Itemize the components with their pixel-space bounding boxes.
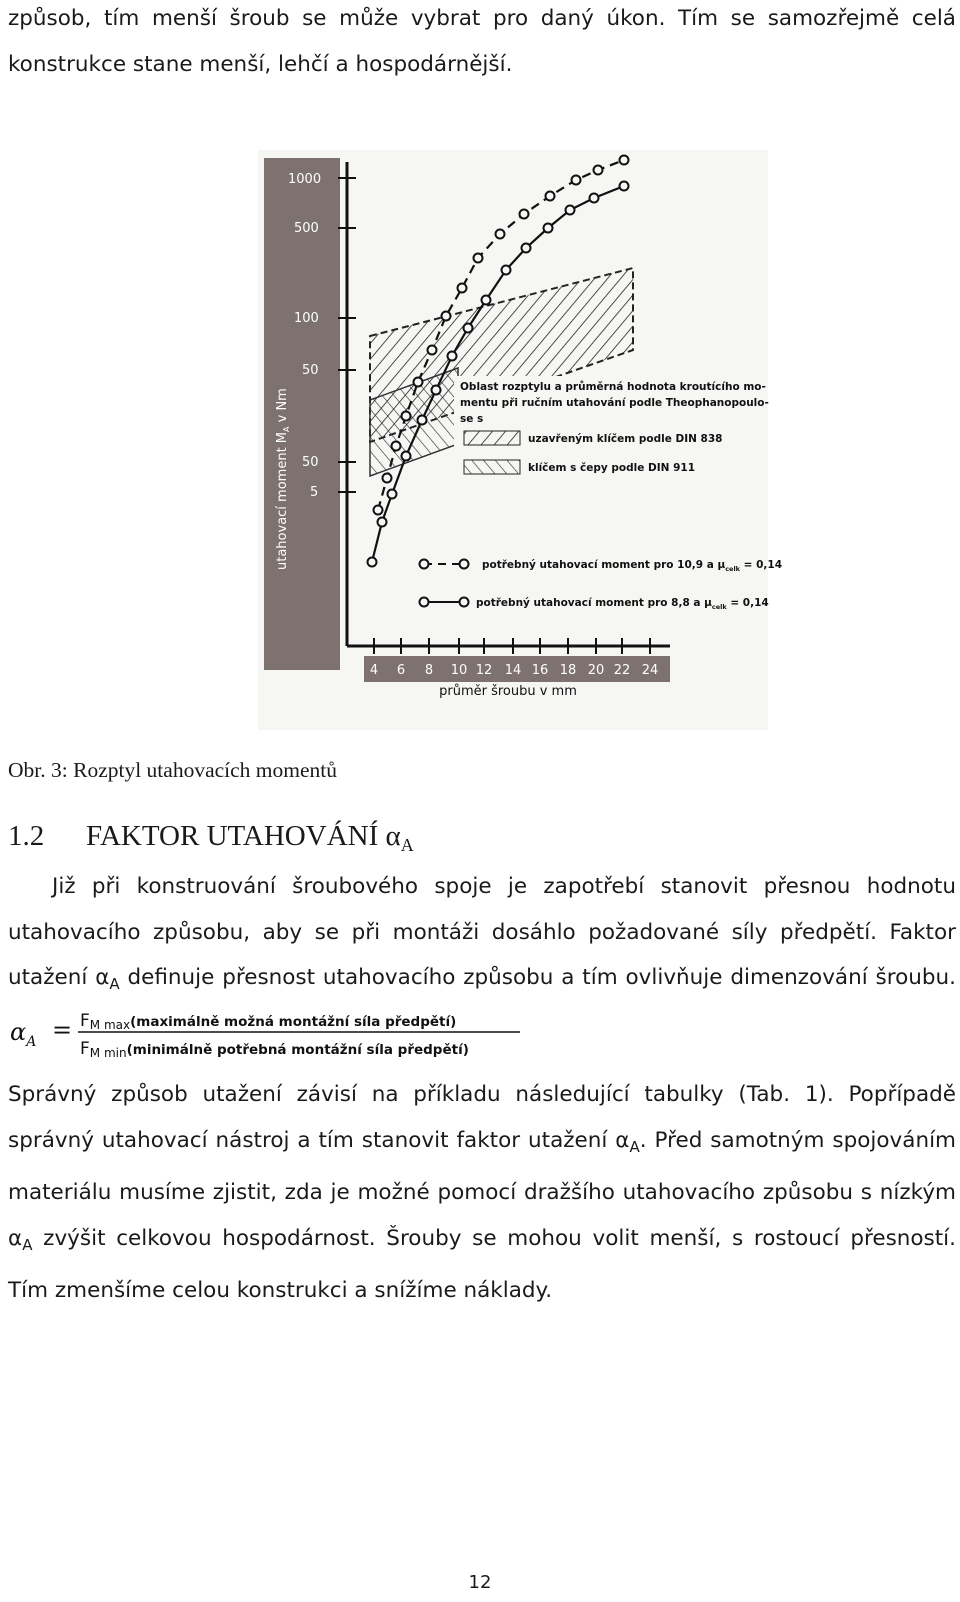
intro-line-1: způsob, tím menší šroub se může vybrat pro daný úkon. Tím se samozřejmě celá — [8, 6, 956, 31]
legend-marker-10-9 — [420, 560, 429, 569]
paragraph-line: Správný způsob utažení závisí na příkladu následující tabulky (Tab. 1). Popřípadě — [8, 1082, 956, 1107]
paragraph-line: správný utahovací nástroj a tím stanovit faktor utažení $\alpha_A$. Před samotným spojováním — [8, 1127, 956, 1156]
x-tick-label: 24 — [641, 663, 659, 678]
paragraph-line: materiálu musíme zjistit, zda je možné pomocí dražšího utahovacího způsobu s nízkým — [8, 1180, 956, 1205]
y-tick-label: 50 — [302, 455, 319, 470]
x-tick-label: 18 — [559, 663, 577, 678]
section-title: FAKTOR UTAHOVÁNÍ α — [86, 820, 401, 852]
x-tick-label: 22 — [613, 663, 631, 678]
x-tick-label: 10 — [450, 663, 468, 678]
x-tick-label: 14 — [504, 663, 522, 678]
paragraph-line: Již při konstruování šroubového spoje je zapotřebí stanovit přesnou hodnotu — [52, 874, 956, 899]
legend-title-line-1: Oblast rozptylu a průměrná hodnota kroutícího mo- — [460, 381, 766, 393]
legend-marker-10-9 — [460, 560, 469, 569]
formula-numerator: FM max(maximálně možná montážní síla předpětí) — [80, 1011, 457, 1032]
legend-marker-8-8 — [460, 598, 469, 607]
intro-line-2: konstrukce stane menší, lehčí a hospodárnější. — [8, 51, 513, 77]
x-tick-label: 12 — [475, 663, 493, 678]
legend-label-din838: uzavřeným klíčem podle DIN 838 — [528, 433, 723, 445]
tightening-factor-formula — [8, 1004, 528, 1060]
figure-svg — [258, 150, 783, 730]
y-tick-label: 50 — [302, 363, 319, 378]
paragraph-line: utažení $\alpha_A$ definuje přesnost utahovacího způsobu a tím ovlivňuje dimenzování šroubu. — [8, 965, 956, 993]
paragraph-line: utahovacího způsobu, aby se při montáži dosáhlo požadované síly předpětí. Faktor — [8, 919, 956, 945]
section-number: 1.2 — [8, 820, 45, 852]
x-tick-label: 8 — [424, 663, 434, 678]
paragraph-line: Tím zmenšíme celou konstrukci a snížíme náklady. — [8, 1278, 553, 1303]
formula-lhs: $\alpha_A$ — [10, 1018, 37, 1050]
paragraph-correct-method — [8, 1072, 956, 1314]
x-tick-label: 6 — [396, 663, 406, 678]
x-tick-label: 4 — [369, 663, 379, 678]
x-tick-label: 16 — [531, 663, 549, 678]
formula-equals: = — [52, 1016, 73, 1044]
x-tick-label: 20 — [587, 663, 605, 678]
figure-caption: Obr. 3: Rozptyl utahovacích momentů — [8, 758, 338, 782]
legend-label-10-9: potřebný utahovací moment pro 10,9 a $\mu_{celk} = 0,14$ — [482, 559, 783, 573]
legend-swatch-din838 — [464, 431, 520, 445]
legend-label-din911: klíčem s čepy podle DIN 911 — [528, 462, 695, 474]
legend-label-8-8: potřebný utahovací moment pro 8,8 a $\mu_{celk} = 0,14$ — [476, 597, 769, 611]
y-tick-label: 1000 — [288, 172, 322, 187]
torque-scatter-figure — [258, 150, 783, 730]
x-axis-label: průměr šroubu v mm — [439, 684, 577, 699]
section-title-subscript: A — [400, 835, 414, 855]
paragraph-line: $\alpha_A$ zvýšit celkovou hospodárnost. Šrouby se mohou volit menší, s rostoucí přesností. — [8, 1225, 956, 1254]
intro-paragraph — [8, 0, 956, 87]
legend-title-line-2: mentu při ručním utahování podle Theophanopoulo- — [460, 397, 769, 409]
page-number: 12 — [468, 1572, 492, 1593]
legend-swatch-din911 — [464, 460, 520, 474]
formula-svg — [8, 1004, 528, 1060]
y-tick-label: 5 — [310, 485, 319, 500]
y-tick-label: 100 — [294, 311, 319, 326]
formula-denominator: FM min(minimálně potřebná montážní síla předpětí) — [80, 1039, 469, 1060]
y-axis-label: utahovací moment $M_A$ v Nm — [275, 388, 291, 570]
legend-title-line-3: se s — [460, 413, 484, 425]
section-heading — [8, 820, 414, 856]
y-tick-label: 500 — [294, 221, 319, 236]
paragraph-tightening-factor — [8, 864, 956, 1008]
legend-marker-8-8 — [420, 598, 429, 607]
